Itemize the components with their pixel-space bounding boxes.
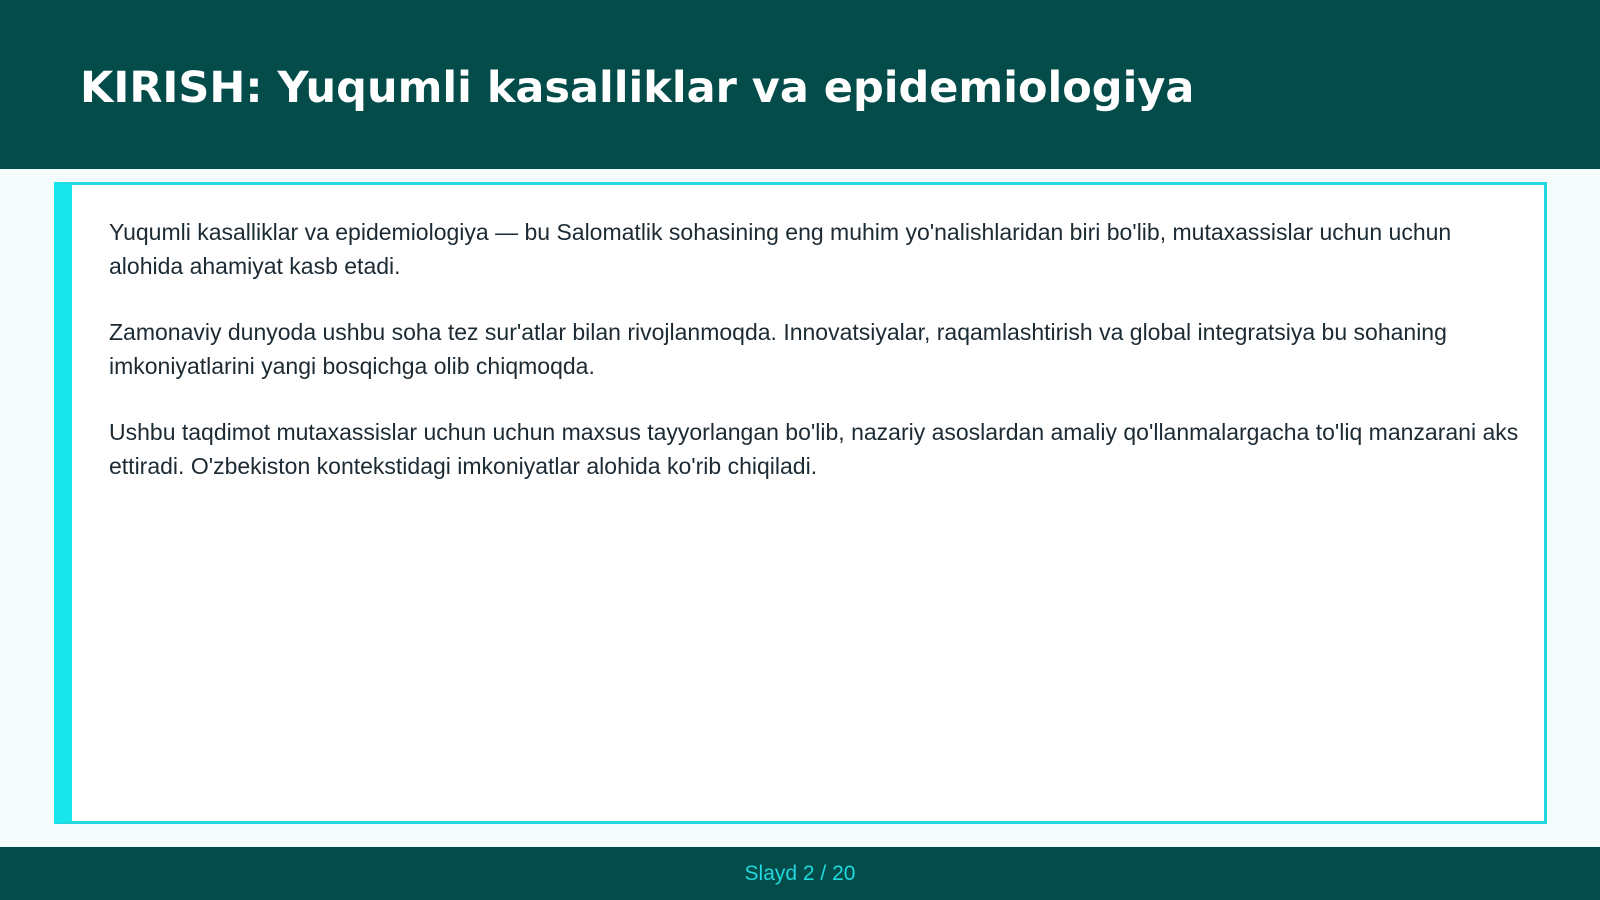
paragraph-modern-world: Zamonaviy dunyoda ushbu soha tez sur'atlar bilan rivojlanmoqda. Innovatsiyalar, raqamlashtirish va global integratsiya bu sohaning imkoniyatlarini yangi bosqichga olib chiqmoqda. [109,319,1447,379]
paragraph-presentation: Ushbu taqdimot mutaxassislar uchun uchun maxsus tayyorlangan bo'lib, nazariy asoslardan amaliy qo'llanmalargacha to'liq manzarani aks ettiradi. O'zbekiston kontekstidagi imkoniyatlar alohida ko'rib chiqiladi. [109,419,1519,479]
slide-title: KIRISH: Yuqumli kasalliklar va epidemiologiya [80,63,1195,113]
paragraph-intro: Yuqumli kasalliklar va epidemiologiya — bu Salomatlik sohasining eng muhim yo'nalishlaridan biri bo'lib, mutaxassislar uchun uchun alohida ahamiyat kasb etadi. [109,219,1452,279]
slide-footer [0,847,1600,900]
content-card [54,182,1547,824]
content-text [109,215,1519,515]
slide-counter: Slayd 2 / 20 [744,862,856,885]
slide-header [0,0,1600,169]
